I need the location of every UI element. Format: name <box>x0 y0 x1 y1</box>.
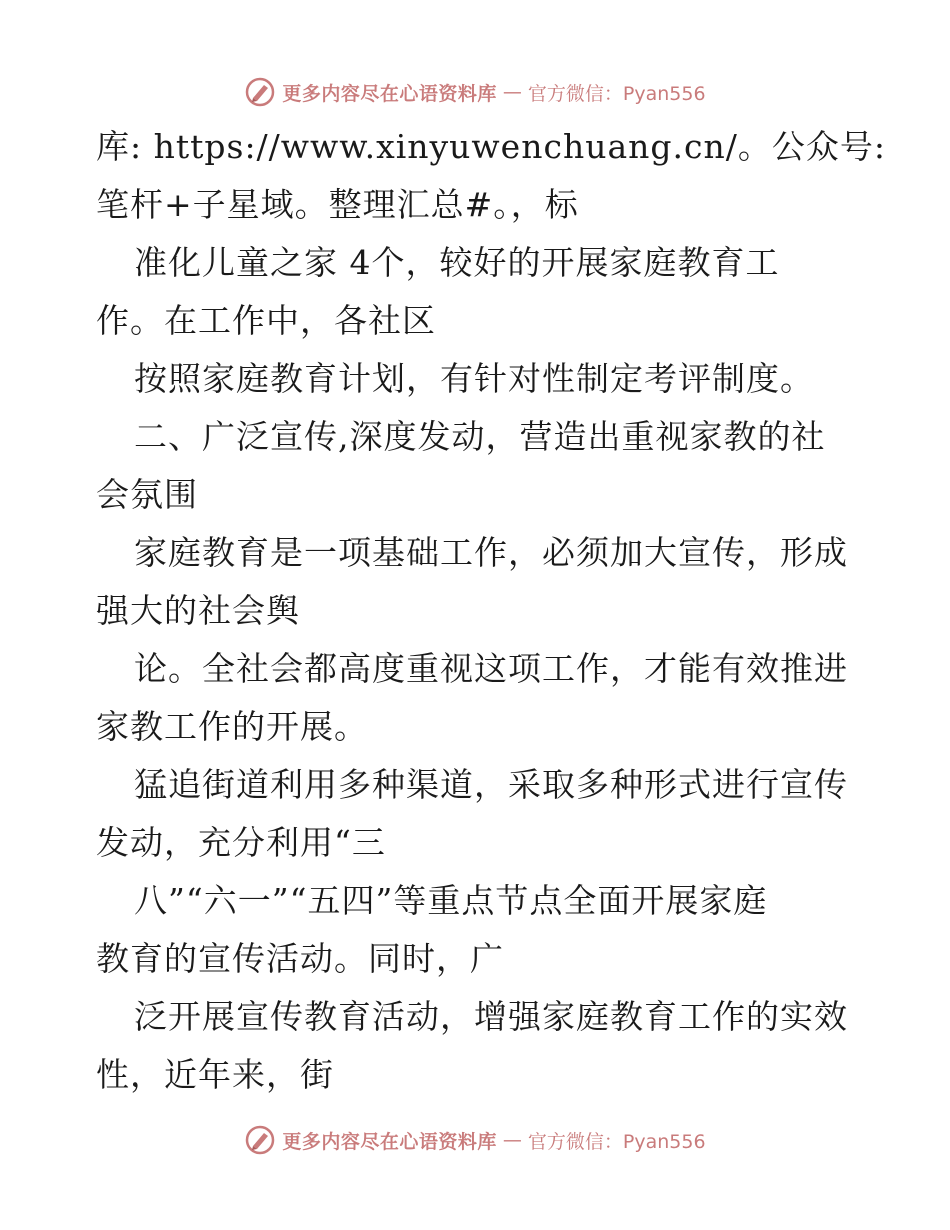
document-body <box>96 118 886 1104</box>
section-heading-line: 会氛围 <box>96 475 198 514</box>
header-watermark <box>0 72 950 112</box>
body-line: 性，近年来，街 <box>96 1055 334 1094</box>
watermark-wechat-text: 官方微信：Pyan556 <box>527 1130 706 1153</box>
body-line: 家教工作的开展。 <box>96 707 368 746</box>
body-line: 库: https://www.xinyuwenchuang.cn/。公众号: <box>96 127 886 166</box>
watermark-separator: — <box>502 81 522 103</box>
footer-watermark <box>0 1120 950 1160</box>
body-line: 发动，充分利用“三 <box>96 823 386 862</box>
body-line: 泛开展宣传教育活动，增强家庭教育工作的实效 <box>134 997 848 1036</box>
body-line: 猛追街道利用多种渠道，采取多种形式进行宣传 <box>134 765 848 804</box>
watermark-separator: — <box>502 1129 522 1151</box>
body-line: 准化儿童之家 4个，较好的开展家庭教育工 <box>134 243 780 282</box>
watermark-site-text: 更多内容尽在心语资料库 <box>282 82 497 105</box>
body-line: 论。全社会都高度重视这项工作，才能有效推进 <box>134 649 848 688</box>
watermark-site-text: 更多内容尽在心语资料库 <box>282 1130 497 1153</box>
body-line: 强大的社会舆 <box>96 591 300 630</box>
watermark-wechat-text: 官方微信：Pyan556 <box>527 82 706 105</box>
body-line: 家庭教育是一项基础工作，必须加大宣传，形成 <box>134 533 848 572</box>
body-line: 教育的宣传活动。同时，广 <box>96 939 504 978</box>
pen-logo-icon <box>244 1124 276 1156</box>
body-line: 按照家庭教育计划，有针对性制定考评制度。 <box>134 359 814 398</box>
body-line: 八”“六一”“五四”等重点节点全面开展家庭 <box>134 881 768 920</box>
pen-logo-icon <box>244 76 276 108</box>
body-line: 作。在工作中，各社区 <box>96 301 436 340</box>
section-heading-line: 二、广泛宣传,深度发动，营造出重视家教的社 <box>134 417 826 456</box>
body-line: 笔杆+子星域。整理汇总#。，标 <box>96 185 579 224</box>
